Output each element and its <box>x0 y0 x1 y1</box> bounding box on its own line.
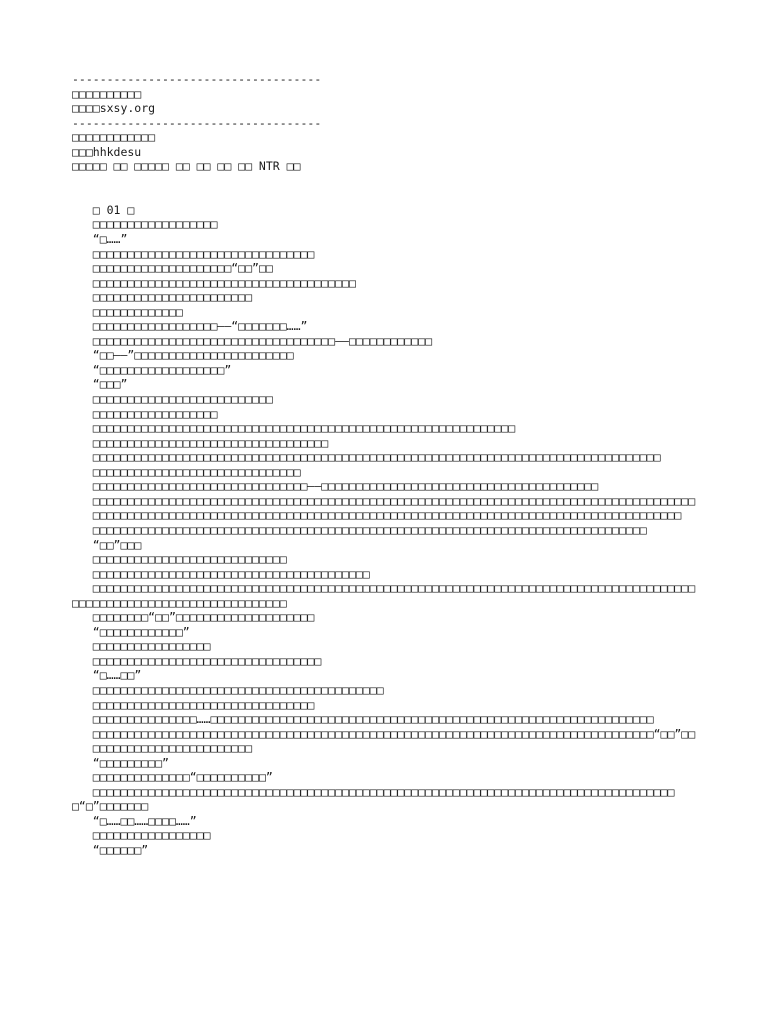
text-line: □□□□□□□□□□□□ <box>72 130 156 145</box>
text-line: ------------------------------------ <box>72 72 322 86</box>
text-line: □□□□□□□□□□□□□□□□□□□□□□□□□□□□□□□□□□□□□□□□□□□□□□□□□□□□□□□□□□□□□ <box>72 421 516 436</box>
text-line: □□□□□□□□□□□□□□□□□□□□□□□□□□□□□□□——□□□□□□□□□□□□□□□□□□□□□□□□□□□□□□□□□□□□□□□□ <box>72 479 599 494</box>
text-line: □□□□□□□□□□□□□□□□□□ <box>72 406 218 421</box>
text-line: □□□□□□□□□□□□□□□□□□——“□□□□□□□……” <box>72 319 308 334</box>
text-line: □□□□□□□□□□□□□□□□□□ <box>72 217 218 232</box>
text-line: □□□□□□□□□□□□□□□□□□□□□□□□□□□□□□□□□□□□□□□□□□ <box>72 682 384 697</box>
text-line: □□□□□□□□□□□□□□□□□□□□□□□□□□□□□□□□□□□□□□□□ <box>72 566 370 581</box>
text-line: □□□□sxsy.org <box>72 101 156 116</box>
text-line: □□□□□□□□□□□□□□□□□□□□□□□□□□□□□□□□□□ <box>72 435 329 450</box>
text-line: “□……□□……□□□□……” <box>72 813 197 828</box>
text-line: □□□□□□□□“□□”□□□□□□□□□□□□□□□□□□□□ <box>72 610 315 625</box>
text-line: □□□□□□□□□□□□□ <box>72 304 183 319</box>
text-line: “□□□□□□□□□” <box>72 755 169 770</box>
text-line: □□□□□□□□□□□□□□□□□□□□□□□□□□□□□□□□ <box>72 246 315 261</box>
text-line: □□□□□□□□□□□□□□□□□□□□□□□□□□ <box>72 392 273 407</box>
text-line: “□□”□□□ <box>72 537 142 552</box>
text-line: “□□□□□□□□□□□□□□□□□□” <box>72 362 232 377</box>
text-line: ------------------------------------ <box>72 115 322 130</box>
text-line: □ 01 □ <box>72 202 135 217</box>
text-line: □□□□□□□□□□□□□□□□□□□□□□□□□□□□□□□□□□□□□□□□□□□□□□□□□□□□□□□□□□□□□□□□□□□□□□□□□□□□□□□□□□□□□“□”□□□□□□□ <box>72 784 675 814</box>
text-line: □□□□□□□□□□ <box>72 86 142 101</box>
text-line: □□□□□□□□□□□□□□□□□□□□□□□□□□□□□□□□□□□□□□□□□□□□□□□□□□□□□□□□□□□□□□□□□□□□□□□□□□□□□□□□□□□□□ <box>72 508 682 523</box>
text-line: “□……” <box>72 232 128 247</box>
text-line: □□□□□□□□□□□□□□□□□□□□□□□□□□□□□□□□□□□□□□ <box>72 275 356 290</box>
text-line: □□□□□□□□□□□□□□□□□ <box>72 828 211 843</box>
text-line: □□□□□□□□□□□□□□□□□□□□“□□”□□ <box>72 261 273 276</box>
text-line: □□□□□□□□□□□□□□□□□□□□□□□□□□□□□□□□□□□□□□□□□□□□□□□□□□□□□□□□□□□□□□□□□□□□□□□□□□□□□□□□□□ <box>72 450 661 465</box>
text-line: □□□□□□□□□□□□□□□□□□□□□□□□□□□□□□□□□□□□□□□□□□□□□□□□□□□□□□□□□□□□□□□□□□□□□□□□□□□□□□□□□“□□”□□ <box>72 726 696 741</box>
text-line: □□□□□□□□□□□□□□□□□□□□□□□ <box>72 290 253 305</box>
text-line: “□□□□□□” <box>72 842 149 857</box>
text-line: □□□□□□□□□□□□□□□□□□□□□□□□□□□□□□□□□□□□□□□□□□□□□□□□□□□□□□□□□□□□□□□□□□□□□□□□□□□□□□□□ <box>72 522 647 537</box>
text-line: “□□□□□□□□□□□□” <box>72 624 190 639</box>
text-line: □□□□□□□□□□□□□□□□□□□□□□□ <box>72 741 253 756</box>
text-line: □□□hhkdesu <box>72 144 142 159</box>
document-body <box>72 72 696 858</box>
text-line: “□□□” <box>72 377 128 392</box>
text-line: “□……□□” <box>72 668 142 683</box>
text-line: □□□□□□□□□□□□□□□……□□□□□□□□□□□□□□□□□□□□□□□□□□□□□□□□□□□□□□□□□□□□□□□□□□□□□□□□□□□□□□□□ <box>72 712 654 727</box>
text-line <box>72 174 696 189</box>
text-line: □□□□□□□□□□□□□□□□□□□□□□□□□□□□□□□□□□□——□□□□□□□□□□□□ <box>72 333 433 348</box>
text-line: □□□□□□□□□□□□□□□□□□□□□□□□□□□□□□□□ <box>72 697 315 712</box>
text-line <box>72 188 696 203</box>
text-line: □□□□□□□□□□□□□□“□□□□□□□□□□” <box>72 770 273 785</box>
text-line: □□□□□□□□□□□□□□□□□□□□□□□□□□□□□□□□□□□□□□□□□□□□□□□□□□□□□□□□□□□□□□□□□□□□□□□□□□□□□□□□□□□□□□□□□□□□□□□□□□□□□□□□□□□□□□□□□□□□□□ <box>72 581 696 610</box>
text-line: □□□□□□□□□□□□□□□□□ <box>72 639 211 654</box>
text-line: □□□□□□□□□□□□□□□□□□□□□□□□□□□□ <box>72 552 287 567</box>
text-line: □□□□□□□□□□□□□□□□□□□□□□□□□□□□□□□□□ <box>72 653 322 668</box>
text-line: □□□□□ □□ □□□□□ □□ □□ □□ □□ NTR □□ <box>72 159 301 174</box>
text-line: □□□□□□□□□□□□□□□□□□□□□□□□□□□□□□ <box>72 464 301 479</box>
text-line: “□□——”□□□□□□□□□□□□□□□□□□□□□□□ <box>72 348 294 363</box>
text-line: □□□□□□□□□□□□□□□□□□□□□□□□□□□□□□□□□□□□□□□□□□□□□□□□□□□□□□□□□□□□□□□□□□□□□□□□□□□□□□□□□□□□□□□ <box>72 493 696 508</box>
